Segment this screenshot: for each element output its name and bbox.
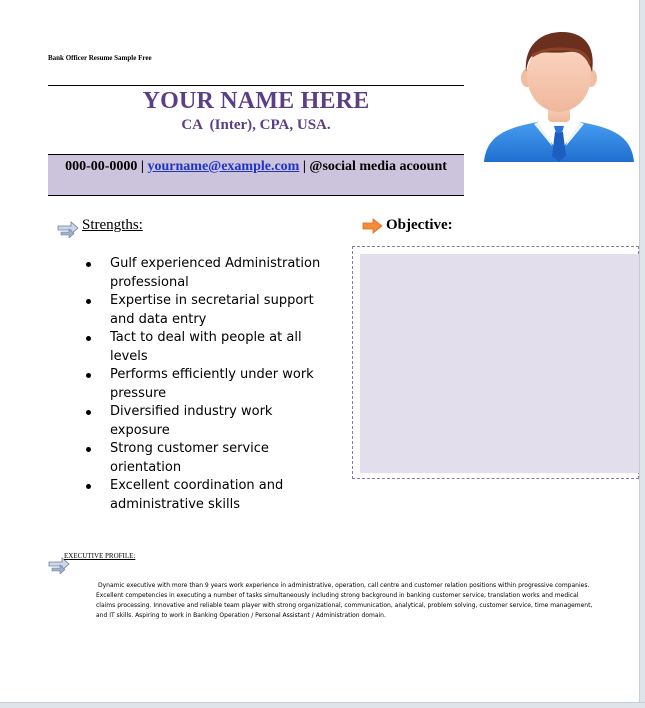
window-bottom-edge <box>0 702 645 708</box>
businessman-avatar-icon <box>482 28 636 162</box>
strengths-heading[interactable]: Strengths: <box>82 217 143 233</box>
phone-number[interactable]: 000-00-0000 | <box>65 159 148 174</box>
credentials-line[interactable]: CA (Inter), CPA, USA. <box>181 117 331 133</box>
executive-profile-heading[interactable]: EXECUTIVE PROFILE: <box>64 552 136 560</box>
orange-arrow-icon <box>362 218 384 236</box>
list-item[interactable]: Tact to deal with people at all levels <box>86 329 326 366</box>
strengths-list <box>86 255 326 514</box>
list-item[interactable]: Expertise in secretarial support and data entry <box>86 292 326 329</box>
document-caption: Bank Officer Resume Sample Free <box>48 54 152 62</box>
name-title[interactable]: YOUR NAME HERE <box>142 88 370 114</box>
window-right-edge <box>639 0 645 708</box>
double-arrow-icon <box>57 220 79 238</box>
list-item[interactable]: Gulf experienced Administration professional <box>86 255 326 292</box>
objective-heading[interactable]: Objective: <box>386 217 453 233</box>
executive-profile-text[interactable]: Dynamic executive with more than 9 years work experience in administrative, operation, call centre and customer relation positions within progressive companies. Excellent competencies in executing a number of tasks simultaneously including strong background in banking customer service, translation works and medical claims processing. Innovative and reliable team player with strong organizational, communication, analytical, problem solving, customer service, time management, and IT skills. Aspiring to work in Banking Operation / Personal Assistant / Administration domain. <box>96 582 593 619</box>
list-item[interactable]: Diversified industry work exposure <box>86 403 326 440</box>
social-media-handle[interactable]: | @social media acoount <box>299 159 447 174</box>
header-rule-top <box>48 85 464 86</box>
list-item[interactable]: Strong customer service orientation <box>86 440 326 477</box>
list-item[interactable]: Excellent coordination and administrative skills <box>86 477 326 514</box>
email-link[interactable]: yourname@example.com <box>147 159 300 174</box>
objective-text-area[interactable] <box>360 254 639 473</box>
list-item[interactable]: Performs efficiently under work pressure <box>86 366 326 403</box>
contact-band <box>48 155 464 196</box>
